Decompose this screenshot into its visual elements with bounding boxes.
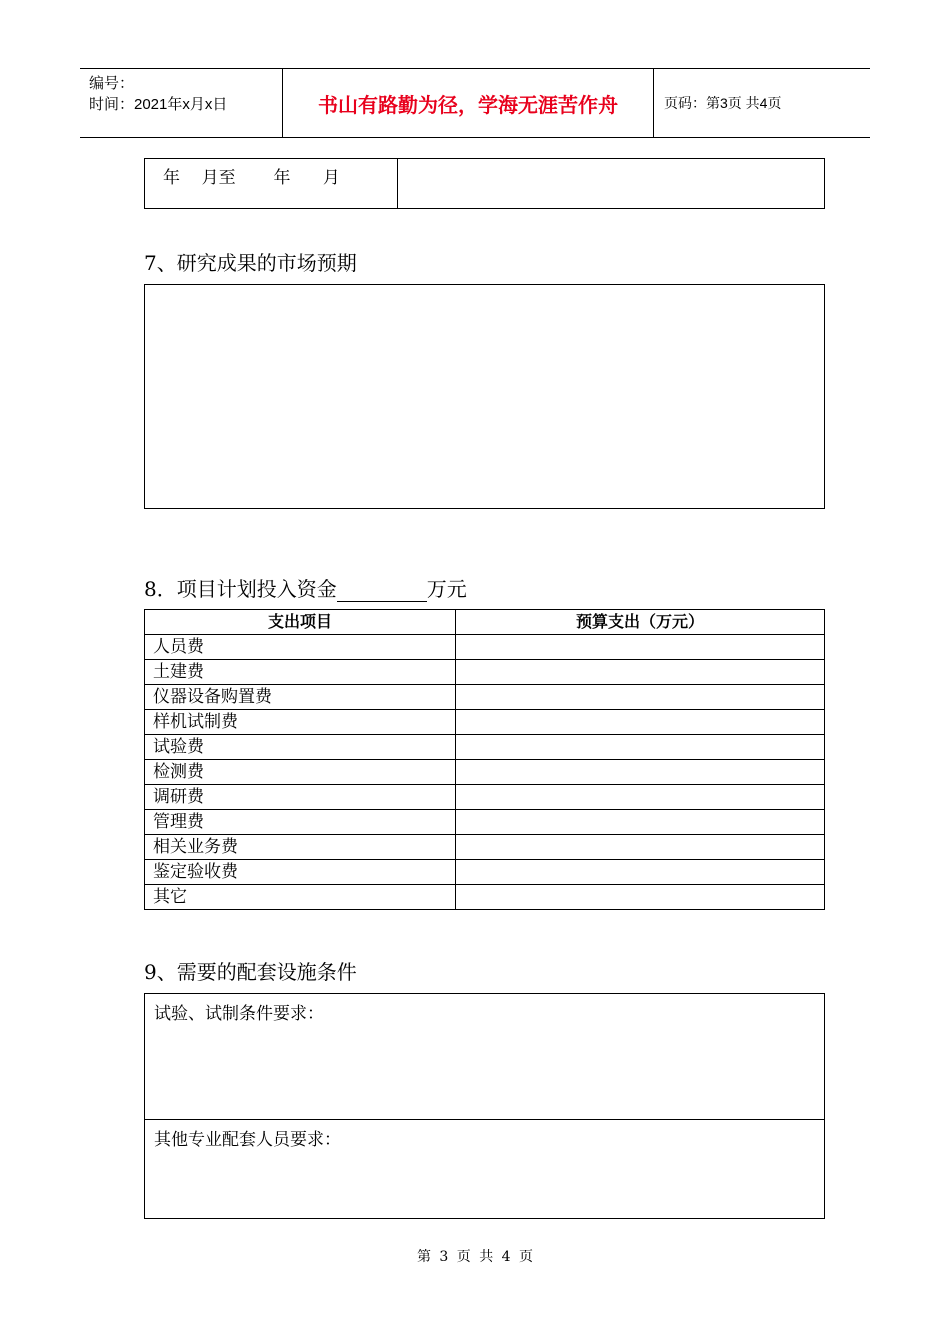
page-footer: 第 3 页 共 4 页 [416, 1249, 534, 1265]
trial-conditions-label: 试验、试制条件要求： [154, 1004, 324, 1024]
budget-cell[interactable] [456, 810, 825, 835]
header-budget-amount: 预算支出（万元） [456, 610, 825, 635]
expense-item: 鉴定验收费 [145, 860, 456, 885]
header-meta [80, 69, 282, 137]
table-row [145, 710, 825, 735]
expense-item: 土建费 [145, 660, 456, 685]
budget-table-header [145, 610, 825, 635]
budget-cell[interactable] [456, 860, 825, 885]
date-range-text: 年 月至 年 月 [163, 168, 340, 188]
funding-amount-blank[interactable] [337, 581, 427, 602]
table-row [145, 885, 825, 910]
table-row [145, 635, 825, 660]
section-8-title-suffix: 万元 [426, 577, 467, 601]
page-header [80, 68, 870, 138]
budget-cell[interactable] [456, 735, 825, 760]
facility-requirements-box [144, 993, 825, 1219]
expense-item: 其它 [145, 885, 456, 910]
expense-item: 人员费 [145, 635, 456, 660]
expense-item: 仪器设备购置费 [145, 685, 456, 710]
budget-cell[interactable] [456, 710, 825, 735]
expense-item: 检测费 [145, 760, 456, 785]
header-motto: 书山有路勤为径，学海无涯苦作舟 [318, 92, 618, 117]
table-row [145, 785, 825, 810]
table-row [145, 810, 825, 835]
budget-cell[interactable] [456, 685, 825, 710]
expense-item: 管理费 [145, 810, 456, 835]
time-label: 时间：2021年x月x日 [89, 96, 228, 113]
expense-item: 调研费 [145, 785, 456, 810]
section-9-title: 9、需要的配套设施条件 [144, 960, 357, 984]
header-expense-item: 支出项目 [145, 610, 456, 635]
section-8-title-prefix: 8．项目计划投入资金 [144, 577, 337, 601]
table-row [145, 860, 825, 885]
table-row [145, 835, 825, 860]
table-row [145, 685, 825, 710]
staff-requirements-field[interactable] [145, 1120, 824, 1218]
budget-cell[interactable] [456, 835, 825, 860]
market-expectation-box[interactable] [144, 284, 825, 509]
trial-conditions-field[interactable] [145, 994, 824, 1120]
section-8-title [144, 573, 467, 602]
expense-item: 样机试制费 [145, 710, 456, 735]
budget-table [144, 609, 825, 910]
header-motto-cell [282, 69, 654, 137]
date-range-box [144, 158, 825, 209]
budget-cell[interactable] [456, 635, 825, 660]
date-box-divider [397, 159, 398, 208]
number-label: 编号： [89, 75, 135, 92]
budget-cell[interactable] [456, 885, 825, 910]
budget-cell[interactable] [456, 785, 825, 810]
table-row [145, 660, 825, 685]
table-row [145, 735, 825, 760]
table-row [145, 760, 825, 785]
budget-cell[interactable] [456, 660, 825, 685]
budget-cell[interactable] [456, 760, 825, 785]
staff-requirements-label: 其他专业配套人员要求： [154, 1130, 341, 1150]
expense-item: 相关业务费 [145, 835, 456, 860]
header-page-info: 页码：第3页 共4页 [664, 95, 782, 111]
expense-item: 试验费 [145, 735, 456, 760]
section-7-title: 7、研究成果的市场预期 [144, 251, 357, 275]
